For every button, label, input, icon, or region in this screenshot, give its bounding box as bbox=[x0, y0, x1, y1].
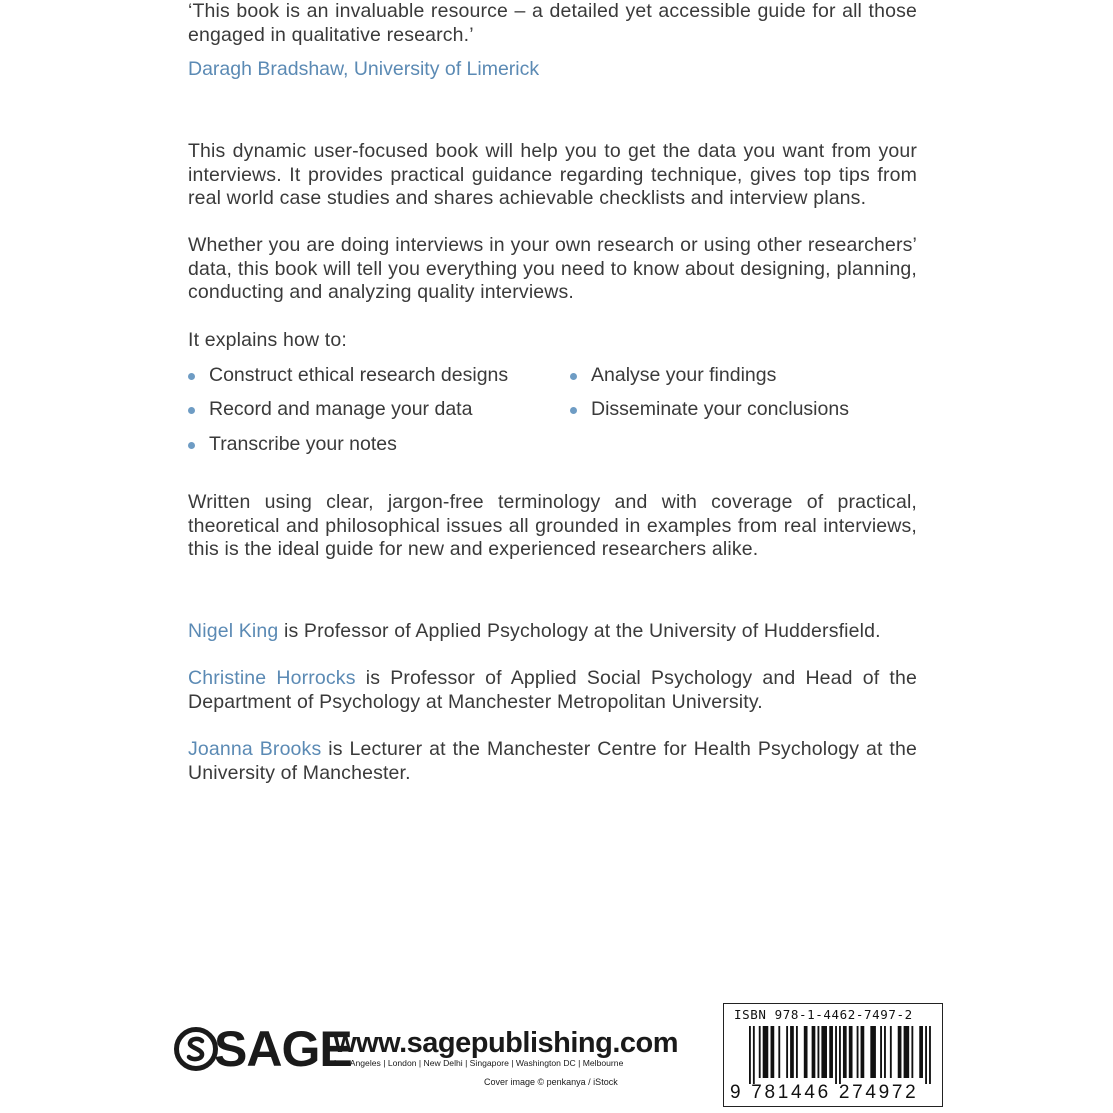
author-bio-text: is Professor of Applied Social Psychology and Head of the Department of Psychology at Manchester Metropolitan University. bbox=[188, 667, 917, 713]
description-paragraph-3: Written using clear, jargon-free terminology and with coverage of practical, theoretical and philosophical issues all grounded in examples from real interviews, this is the ideal guide for new and experienced researchers alike. bbox=[188, 491, 917, 560]
isbn-barcode bbox=[723, 1003, 943, 1107]
publisher-cities: Los Angeles | London | New Delhi | Singapore | Washington DC | Melbourne bbox=[334, 1058, 624, 1068]
author-bio-text: is Lecturer at the Manchester Centre for Health Psychology at the University of Manchester. bbox=[188, 738, 917, 784]
author-name: Joanna Brooks bbox=[188, 738, 322, 760]
list-item bbox=[209, 433, 397, 457]
bullet-icon bbox=[188, 407, 195, 414]
author-name: Nigel King bbox=[188, 620, 279, 642]
sage-logo-icon bbox=[174, 1027, 218, 1071]
bullet-icon bbox=[188, 373, 195, 380]
description-paragraph-1: This dynamic user-focused book will help you to get the data you want from your interviews. It provides practical guidance regarding technique, gives top tips from real world case studies and shares achievable checklists and interview plans. bbox=[188, 140, 917, 209]
list-item bbox=[209, 398, 472, 422]
list-item bbox=[591, 364, 776, 388]
bullet-label: Transcribe your notes bbox=[209, 433, 397, 455]
endorsement-quote: ‘This book is an invaluable resource – a detailed yet accessible guide for all those engaged in qualitative research.’ bbox=[188, 0, 917, 46]
bullet-icon bbox=[570, 407, 577, 414]
publisher-url[interactable]: www.sagepublishing.com bbox=[334, 1027, 679, 1059]
list-item bbox=[209, 364, 508, 388]
sage-logo bbox=[174, 1021, 352, 1077]
isbn-label: ISBN 978-1-4462-7497-2 bbox=[734, 1007, 913, 1022]
lead-in-text: It explains how to: bbox=[188, 329, 347, 351]
bullet-icon bbox=[188, 442, 195, 449]
author-name: Christine Horrocks bbox=[188, 667, 356, 689]
cover-image-credit: Cover image © penkanya / iStock bbox=[484, 1077, 618, 1087]
author-bio-3 bbox=[188, 738, 917, 785]
barcode-bars bbox=[749, 1026, 931, 1084]
author-bio-2 bbox=[188, 667, 917, 714]
bullet-icon bbox=[570, 373, 577, 380]
ean-digits: 9 781446 274972 bbox=[730, 1082, 919, 1103]
description-paragraph-2: Whether you are doing interviews in your own research or using other researchers’ data, this book will tell you everything you need to know about designing, planning, conducting and analyzing quality interviews. bbox=[188, 234, 917, 303]
bullet-label: Construct ethical research designs bbox=[209, 364, 509, 386]
author-bio-text: is Professor of Applied Psychology at the University of Huddersfield. bbox=[278, 620, 881, 642]
list-item bbox=[591, 398, 849, 422]
bullet-label: Disseminate your conclusions bbox=[591, 398, 849, 420]
sage-logo-text: SAGE bbox=[214, 1021, 352, 1077]
bullet-label: Record and manage your data bbox=[209, 398, 473, 420]
bullet-label: Analyse your findings bbox=[591, 364, 777, 386]
author-bio-1 bbox=[188, 620, 917, 644]
endorsement-attribution: Daragh Bradshaw, University of Limerick bbox=[188, 58, 540, 80]
